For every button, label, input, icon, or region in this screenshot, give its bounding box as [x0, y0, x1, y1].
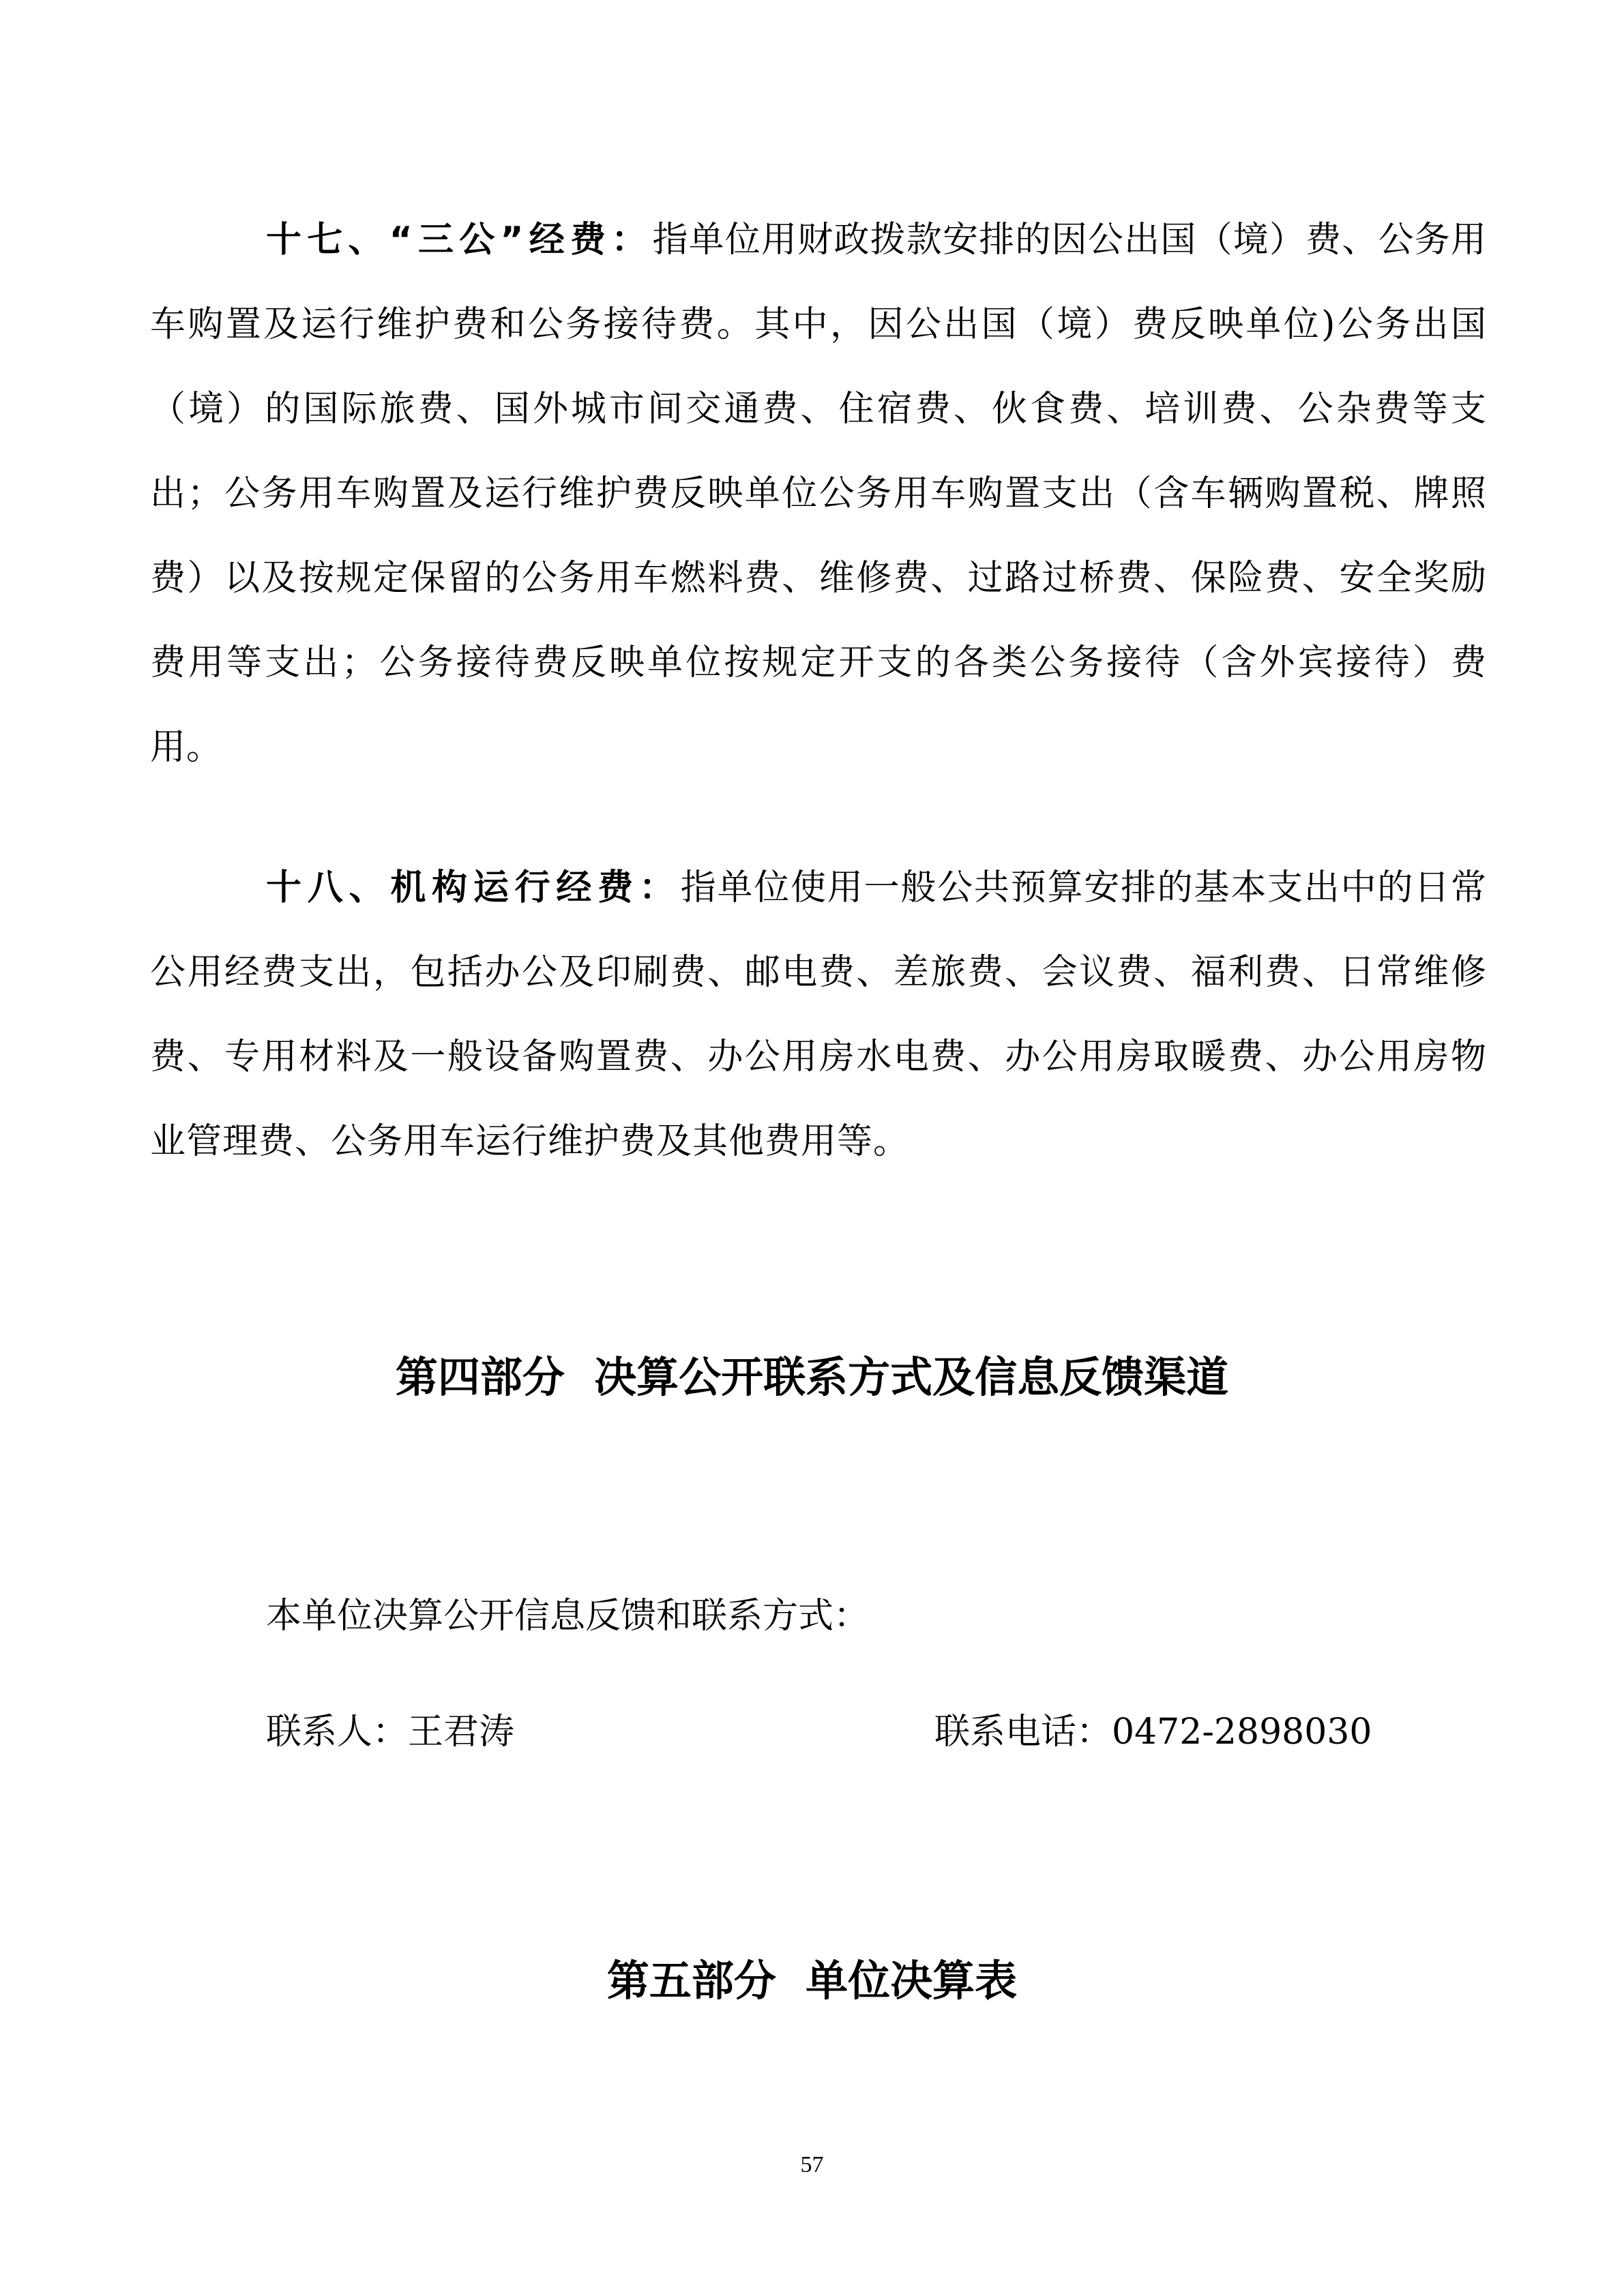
section-5-title: 第五部分 单位决算表 — [606, 1956, 1018, 2006]
definition-term: 十七、“三公”经费： — [266, 220, 653, 260]
definition-paragraph-17 — [150, 198, 1487, 790]
definition-text: 指单位使用一般公共预算安排的基本支出中的日常公用经费支出，包括办公及印刷费、邮电费、差旅费、会议费、福利费、日常维修费、专用材料及一般设备购置费、办公用房水电费、办公用房取暖费、办公用房物业管理费、公务用车运行维护费及其他费用等。 — [150, 867, 1487, 1162]
contact-intro: 本单位决算公开信息反馈和联系方式： — [266, 1596, 870, 1637]
definition-paragraph-18 — [150, 846, 1487, 1184]
contact-phone: 联系电话：0472-2898030 — [934, 1712, 1372, 1753]
section-4-title: 第四部分 决算公开联系方式及信息反馈渠道 — [395, 1352, 1229, 1402]
contact-person: 联系人：王君涛 — [266, 1712, 515, 1753]
page-number: 57 — [800, 2152, 824, 2177]
definition-term: 十八、机构运行经费： — [266, 867, 681, 908]
definition-text: 指单位用财政拨款安排的因公出国（境）费、公务用车购置及运行维护费和公务接待费。其中，因公出国（境）费反映单位)公务出国（境）的国际旅费、国外城市间交通费、住宿费、伙食费、培训费、公杂费等支出；公务用车购置及运行维护费反映单位公务用车购置支出（含车辆购置税、牌照费）以及按规定保留的公务用车燃料费、维修费、过路过桥费、保险费、安全奖励费用等支出；公务接待费反映单位按规定开支的各类公务接待（含外宾接待）费用。 — [150, 220, 1487, 768]
